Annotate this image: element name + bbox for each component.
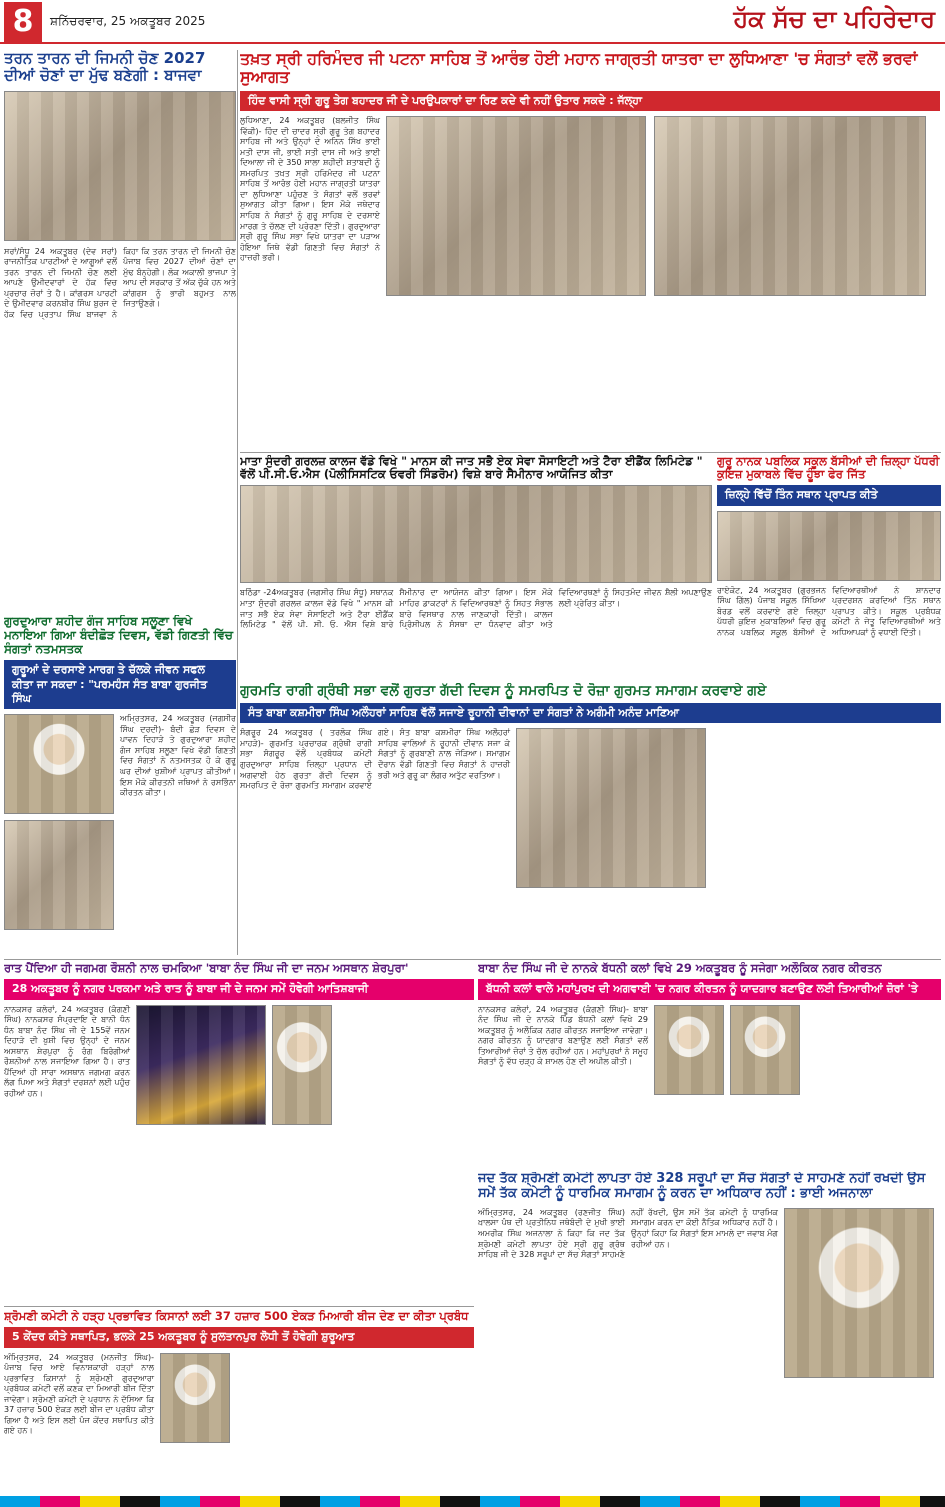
person-photo — [4, 714, 114, 814]
article-body: ਅੰਮ੍ਰਿਤਸਰ, 24 ਅਕਤੂਬਰ (ਮਨਜੀਤ ਸਿੰਘ)- ਪੰਜਾਬ ਵਿਚ ਆਏ ਵਿਨਾਸ਼ਕਾਰੀ ਹੜ੍ਹਾਂ ਨਾਲ ਪ੍ਰਭਾਵਿਤ ਕਿਸਾਨਾਂ ਨੂੰ ਸ਼੍ਰੋਮਣੀ ਗੁਰਦੁਆਰਾ ਪ੍ਰਬੰਧਕ ਕਮੇਟੀ ਵਲੋਂ ਕਣਕ ਦਾ ਮਿਆਰੀ ਬੀਜ ਦਿੱਤਾ ਜਾਵੇਗਾ। ਸ਼੍ਰੋਮਣੀ ਕਮੇਟੀ ਦੇ ਪ੍ਰਧਾਨ ਨੇ ਦੱਸਿਆ ਕਿ 37 ਹਜ਼ਾਰ 500 ਏਕੜ ਲਈ ਬੀਜ ਦਾ ਪ੍ਰਬੰਧ ਕੀਤਾ ਗਿਆ ਹੈ ਅਤੇ ਇਸ ਲਈ ਪੰਜ ਕੇਂਦਰ ਸਥਾਪਿਤ ਕੀਤੇ ਗਏ ਹਨ। — [4, 1352, 154, 1436]
article-body: ਰਾਏਕੋਟ, 24 ਅਕਤੂਬਰ (ਗੁਰਭਜਨ ਸਿੰਘ ਗਿੱਲ) ਪੰਜਾਬ ਸਕੂਲ ਸਿੱਖਿਆ ਬੋਰਡ ਵਲੋਂ ਕਰਵਾਏ ਗਏ ਜ਼ਿਲ੍ਹਾ ਪੱਧਰੀ ਕੁਇਜ਼ ਮੁਕਾਬਲਿਆਂ ਵਿਚ ਗੁਰੂ ਨਾਨਕ ਪਬਲਿਕ ਸਕੂਲ ਬੱਸੀਆਂ ਦੇ ਵਿਦਿਆਰਥੀਆਂ ਨੇ ਸ਼ਾਨਦਾਰ ਪ੍ਰਦਰਸ਼ਨ ਕਰਦਿਆਂ ਤਿੰਨ ਸਥਾਨ ਪ੍ਰਾਪਤ ਕੀਤੇ। ਸਕੂਲ ਪ੍ਰਬੰਧਕ ਕਮੇਟੀ ਨੇ ਜੇਤੂ ਵਿਦਿਆਰਥੀਆਂ ਅਤੇ ਅਧਿਆਪਕਾਂ ਨੂੰ ਵਧਾਈ ਦਿੱਤੀ। — [717, 585, 941, 637]
row-divider — [4, 959, 941, 960]
headline: ਰਾਤ ਪੈਂਦਿਆ ਹੀ ਜਗਮਗ ਰੌਸ਼ਨੀ ਨਾਲ ਚਮਕਿਆ 'ਬਾਬਾ ਨੰਦ ਸਿੰਘ ਜੀ ਦਾ ਜਨਮ ਅਸਥਾਨ ਸ਼ੇਰਪੁਰਾ' — [4, 962, 409, 975]
headline: ਤਰਨ ਤਾਰਨ ਦੀ ਜਿਮਨੀ ਚੋਣ 2027 ਦੀਆਂ ਚੋਣਾਂ ਦਾ ਮੁੱਢ ਬਣੇਗੀ : ਬਾਜਵਾ — [4, 50, 206, 85]
article-body: ਲੁਧਿਆਣਾ, 24 ਅਕਤੂਬਰ (ਬਲਜੀਤ ਸਿੰਘ ਵਿੱਕੀ)- ਹਿੰਦ ਦੀ ਚਾਦਰ ਸ੍ਰੀ ਗੁਰੂ ਤੇਗ ਬਹਾਦਰ ਸਾਹਿਬ ਜੀ ਅਤੇ ਉਨ੍ਹਾਂ ਦੇ ਅਨਿਨ ਸਿੱਖ ਭਾਈ ਮਤੀ ਦਾਸ ਜੀ, ਭਾਈ ਸਤੀ ਦਾਸ ਜੀ ਅਤੇ ਭਾਈ ਦਿਆਲਾ ਜੀ ਦੇ 350 ਸਾਲਾ ਸ਼ਹੀਦੀ ਸ਼ਤਾਬਦੀ ਨੂੰ ਸਮਰਪਿਤ ਤਖ਼ਤ ਸ੍ਰੀ ਹਰਿਮੰਦਰ ਜੀ ਪਟਨਾ ਸਾਹਿਬ ਤੋਂ ਆਰੰਭ ਹੋਈ ਮਹਾਨ ਜਾਗ੍ਰਤੀ ਯਾਤਰਾ ਦਾ ਲੁਧਿਆਣਾ ਪਹੁੰਚਣ ਤੇ ਸੰਗਤਾਂ ਵਲੋਂ ਭਰਵਾਂ ਸੁਆਗਤ ਕੀਤਾ ਗਿਆ। ਇਸ ਮੌਕੇ ਜਥੇਦਾਰ ਸਾਹਿਬ ਨੇ ਸੰਗਤਾਂ ਨੂੰ ਗੁਰੂ ਸਾਹਿਬ ਦੇ ਦਰਸਾਏ ਮਾਰਗ ਤੇ ਚੱਲਣ ਦੀ ਪ੍ਰੇਰਣਾ ਦਿੱਤੀ। ਗੁਰਦੁਆਰਾ ਸ੍ਰੀ ਗੁਰੂ ਸਿੰਘ ਸਭਾ ਵਿਖੇ ਯਾਤਰਾ ਦਾ ਪੜਾਅ ਹੋਇਆ ਜਿਥੇ ਵੱਡੀ ਗਿਣਤੀ ਵਿਚ ਸੰਗਤਾਂ ਨੇ ਹਾਜ਼ਰੀ ਭਰੀ। — [240, 116, 380, 263]
article-body-continued — [712, 728, 935, 928]
headline: ਸ਼੍ਰੋਮਣੀ ਕਮੇਟੀ ਨੇ ਹੜ੍ਹ ਪ੍ਰਭਾਵਿਤ ਕਿਸਾਨਾਂ ਲਈ 37 ਹਜ਼ਾਰ 500 ਏਕੜ ਮਿਆਰੀ ਬੀਜ ਦੇਣ ਦਾ ਕੀਤਾ ਪ੍ਰਬੰਧ — [4, 1310, 469, 1323]
page-number: 8 — [4, 2, 42, 42]
article-photo — [386, 116, 646, 296]
article-photo — [4, 91, 236, 241]
headline: ਗੁਰੂ ਨਾਨਕ ਪਬਲਿਕ ਸਕੂਲ ਬੱਸੀਆਂ ਦੀ ਜ਼ਿਲ੍ਹਾ ਪੱਧਰੀ ਕੁਇਜ਼ ਮੁਕਾਬਲੇ ਵਿੱਚ ਹੂੰਝਾ ਫੇਰ ਜਿੱਤ — [717, 455, 940, 482]
headline: ਤਖ਼ਤ ਸ੍ਰੀ ਹਰਿਮੰਦਰ ਜੀ ਪਟਨਾ ਸਾਹਿਬ ਤੋਂ ਆਰੰਭ ਹੋਈ ਮਹਾਨ ਜਾਗ੍ਰਤੀ ਯਾਤਰਾ ਦਾ ਲੁਧਿਆਣਾ 'ਚ ਸੰਗਤਾਂ ਵਲੋਂ ਭਰਵਾਂ ਸੁਆਗਤ — [240, 50, 918, 87]
article-baba-nand-badhni — [478, 962, 941, 1167]
sub-headline: 28 ਅਕਤੂਬਰ ਨੂੰ ਨਗਰ ਪਰਕਮਾ ਅਤੇ ਰਾਤ ਨੂੰ ਬਾਬਾ ਜੀ ਦੇ ਜਨਮ ਸਮੇਂ ਹੋਵੇਗੀ ਆਤਿਸ਼ਬਾਜੀ — [4, 979, 474, 999]
article-sgpc-seeds — [4, 1310, 474, 1492]
headline: ਬਾਬਾ ਨੰਦ ਸਿੰਘ ਜੀ ਦੇ ਨਾਨਕੇ ਬੱਧਨੀ ਕਲਾਂ ਵਿਖੇ 29 ਅਕਤੂਬਰ ਨੂੰ ਸਜੇਗਾ ਅਲੌਕਿਕ ਨਗਰ ਕੀਰਤਨ — [478, 962, 882, 975]
article-photo — [136, 1005, 266, 1125]
article-photo — [717, 511, 941, 581]
article-guru-nanak-school — [717, 455, 941, 675]
newspaper-logo: ਹੱਕ ਸੱਚ ਦਾ ਪਹਿਰੇਦਾਰ — [733, 4, 935, 33]
sub-headline: ਜ਼ਿਲ੍ਹੇ ਵਿੱਚੋਂ ਤਿੰਨ ਸਥਾਨ ਪ੍ਰਾਪਤ ਕੀਤੇ — [717, 485, 941, 505]
article-gurmat-ragi — [240, 683, 941, 958]
headline: ਗੁਰਦੁਆਰਾ ਸ਼ਹੀਦ ਗੰਜ ਸਾਹਿਬ ਸਲੂਣਾ ਵਿਖੇ ਮਨਾਇਆ ਗਿਆ ਬੰਦੀਛੋੜ ਦਿਵਸ, ਵੱਡੀ ਗਿਣਤੀ ਵਿੱਚ ਸੰਗਤਾਂ ਨਤਮਸਤਕ — [4, 615, 233, 656]
article-tarn-taran — [4, 50, 236, 610]
masthead — [0, 0, 945, 44]
article-gurdwara-shaheed — [4, 615, 236, 945]
sub-headline: ਬੱਧਨੀ ਕਲਾਂ ਵਾਲੇ ਮਹਾਂਪੁਰਖ ਦੀ ਅਗਵਾਈ 'ਚ ਨਗਰ ਕੀਰਤਨ ਨੂੰ ਯਾਦਗਾਰ ਬਣਾਉਣ ਲਈ ਤਿਆਰੀਆਂ ਜ਼ੋਰਾਂ 'ਤੇ — [478, 979, 941, 999]
sub-headline: ਗੁਰੂਆਂ ਦੇ ਦਰਸਾਏ ਮਾਰਗ ਤੇ ਚੱਲਕੇ ਜੀਵਨ ਸਫਲ ਕੀਤਾ ਜਾ ਸਕਦਾ : "ਪਰਮਹੰਸ ਸੰਤ ਬਾਬਾ ਗੁਰਜੀਤ ਸਿੰਘ — [4, 660, 236, 709]
article-body: ਅਮ੍ਰਿਤਸਰ, 24 ਅਕਤੂਬਰ (ਜਗਸੀਰ ਸਿੰਘ ਦਰਦੀ)- ਬੰਦੀ ਛੋੜ ਦਿਵਸ ਦੇ ਪਾਵਨ ਦਿਹਾੜੇ ਤੇ ਗੁਰਦੁਆਰਾ ਸ਼ਹੀਦ ਗੰਜ ਸਾਹਿਬ ਸਲੂਣਾ ਵਿਖੇ ਵੱਡੀ ਗਿਣਤੀ ਵਿਚ ਸੰਗਤਾਂ ਨੇ ਨਤਮਸਤਕ ਹੋ ਕੇ ਗੁਰੂ ਘਰ ਦੀਆਂ ਖੁਸ਼ੀਆਂ ਪ੍ਰਾਪਤ ਕੀਤੀਆਂ। ਇਸ ਮੌਕੇ ਕੀਰਤਨੀ ਜਥਿਆਂ ਨੇ ਰਸਭਿੰਨਾ ਕੀਰਤਨ ਕੀਤਾ। — [120, 714, 236, 798]
issue-date: ਸ਼ਨਿੱਚਰਵਾਰ, 25 ਅਕਤੂਬਰ 2025 — [50, 14, 206, 28]
row-divider — [4, 1306, 474, 1307]
headline: ਗੁਰਮਤਿ ਰਾਗੀ ਗ੍ਰੰਥੀ ਸਭਾ ਵਲੋਂ ਗੁਰਤਾ ਗੱਦੀ ਦਿਵਸ ਨੂੰ ਸਮਰਪਿਤ ਦੋ ਰੋਜ਼ਾ ਗੁਰਮਤ ਸਮਾਗਮ ਕਰਵਾਏ ਗਏ — [240, 683, 767, 699]
person-photo — [272, 1005, 332, 1125]
column-divider — [237, 50, 238, 955]
article-body: ਨਾਨਕਸਰ ਕਲੇਰਾਂ, 24 ਅਕਤੂਬਰ (ਕੰਗਣੀ ਸਿੰਘ) ਨਾਨਕਸਰ ਸੰਪ੍ਰਦਾਇ ਦੇ ਬਾਨੀ ਧੰਨ ਧੰਨ ਬਾਬਾ ਨੰਦ ਸਿੰਘ ਜੀ ਦੇ 155ਵੇਂ ਜਨਮ ਦਿਹਾੜੇ ਦੀ ਖੁਸ਼ੀ ਵਿਚ ਉਨ੍ਹਾਂ ਦੇ ਜਨਮ ਅਸਥਾਨ ਸ਼ੇਰਪੁਰਾ ਨੂੰ ਰੰਗ ਬਿਰੰਗੀਆਂ ਰੌਸ਼ਨੀਆਂ ਨਾਲ ਸਜਾਇਆ ਗਿਆ ਹੈ। ਰਾਤ ਪੈਂਦਿਆਂ ਹੀ ਸਾਰਾ ਅਸਥਾਨ ਜਗਮਗ ਕਰਨ ਲੱਗ ਪਿਆ ਅਤੇ ਸੰਗਤਾਂ ਦਰਸ਼ਨਾਂ ਲਈ ਪਹੁੰਚ ਰਹੀਆਂ ਹਨ। — [4, 1004, 130, 1098]
article-body-continued — [236, 1353, 466, 1483]
person-photo — [784, 1208, 934, 1378]
sub-headline: 5 ਕੇਂਦਰ ਕੀਤੇ ਸਥਾਪਿਤ, ਭਲਕੇ 25 ਅਕਤੂਬਰ ਨੂੰ ਸੁਲਤਾਨਪੁਰ ਲੋਧੀ ਤੋਂ ਹੋਵੇਗੀ ਸ਼ੁਰੂਆਤ — [4, 1327, 474, 1347]
article-body-continued — [806, 1005, 936, 1155]
article-photo — [240, 485, 712, 583]
article-body: ਅੰਮ੍ਰਿਤਸਰ, 24 ਅਕਤੂਬਰ (ਰਣਜੀਤ ਸਿੰਘ) ਖ਼ਾਲਸਾ ਪੰਥ ਦੀ ਪ੍ਰਤੀਨਿਧ ਜਥੇਬੰਦੀ ਦੇ ਮੁਖੀ ਭਾਈ ਅਮਰੀਕ ਸਿੰਘ ਅਜਨਾਲਾ ਨੇ ਕਿਹਾ ਕਿ ਜਦ ਤੱਕ ਸ਼੍ਰੋਮਣੀ ਕਮੇਟੀ ਲਾਪਤਾ ਹੋਏ ਸ੍ਰੀ ਗੁਰੂ ਗ੍ਰੰਥ ਸਾਹਿਬ ਜੀ ਦੇ 328 ਸਰੂਪਾਂ ਦਾ ਸੱਚ ਸੰਗਤਾਂ ਸਾਹਮਣੇ ਨਹੀਂ ਰੱਖਦੀ, ਉਸ ਸਮੇਂ ਤੱਕ ਕਮੇਟੀ ਨੂੰ ਧਾਰਮਿਕ ਸਮਾਗਮ ਕਰਨ ਦਾ ਕੋਈ ਨੈਤਿਕ ਅਧਿਕਾਰ ਨਹੀਂ ਹੈ। ਉਨ੍ਹਾਂ ਕਿਹਾ ਕਿ ਸੰਗਤਾਂ ਇਸ ਮਾਮਲੇ ਦਾ ਜਵਾਬ ਮੰਗ ਰਹੀਆਂ ਹਨ। — [478, 1207, 778, 1260]
article-ajnala — [478, 1172, 941, 1492]
person-photo — [730, 1005, 800, 1095]
headline: ਜਦ ਤੱਕ ਸ਼੍ਰੋਮਣੀ ਕਮੇਟੀ ਲਾਪਤਾ ਹੋਏ 328 ਸਰੂਪਾਂ ਦਾ ਸੱਚ ਸੰਗਤਾਂ ਦੇ ਸਾਹਮਣੇ ਨਹੀਂ ਰਖਦੀ ਉਸ ਸਮੇਂ ਤੱਕ ਕਮੇਟੀ ਨੂੰ ਧਾਰਮਿਕ ਸਮਾਗਮ ਨੂੰ ਕਰਨ ਦਾ ਅਧਿਕਾਰ ਨਹੀਂ : ਭਾਈ ਅਜਨਾਲਾ — [478, 1172, 926, 1201]
row-divider — [240, 452, 941, 453]
article-body: ਨਾਨਕਸਰ ਕਲੇਰਾਂ, 24 ਅਕਤੂਬਰ (ਕੰਗਣੀ ਸਿੰਘ)- ਬਾਬਾ ਨੰਦ ਸਿੰਘ ਜੀ ਦੇ ਨਾਨਕੇ ਪਿੰਡ ਬੱਧਨੀ ਕਲਾਂ ਵਿਖੇ 29 ਅਕਤੂਬਰ ਨੂੰ ਅਲੌਕਿਕ ਨਗਰ ਕੀਰਤਨ ਸਜਾਇਆ ਜਾਵੇਗਾ। ਨਗਰ ਕੀਰਤਨ ਨੂੰ ਯਾਦਗਾਰ ਬਣਾਉਣ ਲਈ ਸੰਗਤਾਂ ਵਲੋਂ ਤਿਆਰੀਆਂ ਜ਼ੋਰਾਂ ਤੇ ਚੱਲ ਰਹੀਆਂ ਹਨ। ਮਹਾਂਪੁਰਖਾਂ ਨੇ ਸਮੂਹ ਸੰਗਤਾਂ ਨੂੰ ਵੱਧ ਚੜ੍ਹ ਕੇ ਸ਼ਾਮਲ ਹੋਣ ਦੀ ਅਪੀਲ ਕੀਤੀ। — [478, 1004, 648, 1067]
person-photo — [654, 1005, 724, 1095]
sub-headline: ਹਿੰਦ ਵਾਸੀ ਸ੍ਰੀ ਗੁਰੂ ਤੇਗ ਬਹਾਦਰ ਜੀ ਦੇ ਪਰਉਪਕਾਰਾਂ ਦਾ ਰਿਣ ਕਦੇ ਵੀ ਨਹੀਂ ਉਤਾਰ ਸਕਦੇ : ਜੱਲ੍ਹਾ — [240, 91, 940, 111]
article-body-continued — [338, 1005, 468, 1165]
print-registration-bar — [0, 1496, 945, 1507]
article-photo — [4, 820, 114, 930]
article-mata-sundri — [240, 455, 712, 675]
article-baba-nand-sherpura — [4, 962, 474, 1167]
article-body: ਸਰਾਂ/ਸੰਧੂ 24 ਅਕਤੂਬਰ (ਦੇਵ ਸਰਾਂ) ਰਾਜਨੀਤਿਕ ਪਾਰਟੀਆਂ ਦੇ ਆਗੂਆਂ ਵਲੋਂ ਤਰਨ ਤਾਰਨ ਦੀ ਜਿਮਨੀ ਚੋਣ ਲਈ ਆਪਣੇ ਉਮੀਦਵਾਰਾਂ ਦੇ ਹੱਕ ਵਿਚ ਪ੍ਰਚਾਰ ਜ਼ੋਰਾਂ ਤੇ ਹੈ। ਕਾਂਗਰਸ ਪਾਰਟੀ ਦੇ ਉਮੀਦਵਾਰ ਕਰਨਬੀਰ ਸਿੰਘ ਬੁਰਜ ਦੇ ਹੱਕ ਵਿਚ ਪ੍ਰਤਾਪ ਸਿੰਘ ਬਾਜਵਾ ਨੇ ਕਿਹਾ ਕਿ ਤਰਨ ਤਾਰਨ ਦੀ ਜਿਮਨੀ ਚੋਣ ਪੰਜਾਬ ਵਿਚ 2027 ਦੀਆਂ ਚੋਣਾਂ ਦਾ ਮੁੱਢ ਬੰਨ੍ਹੇਗੀ। ਲੋਕ ਅਕਾਲੀ ਭਾਜਪਾ ਤੇ ਆਪ ਦੀ ਸਰਕਾਰ ਤੋਂ ਅੱਕ ਚੁੱਕੇ ਹਨ ਅਤੇ ਕਾਂਗਰਸ ਨੂੰ ਭਾਰੀ ਬਹੁਮਤ ਨਾਲ ਜਿਤਾਉਣਗੇ। — [4, 246, 236, 319]
article-photo — [654, 116, 926, 296]
article-takhat — [240, 50, 940, 450]
article-body: ਸੰਗਰੂਰ 24 ਅਕਤੂਬਰ ( ਤਰਲੋਕ ਸਿੰਘ ਮਾਹੜੇ)- ਗੁਰਮਤਿ ਪ੍ਰਚਾਰਕ ਗ੍ਰੰਥੀ ਰਾਗੀ ਸਭਾ ਸੰਗਰੂਰ ਵੱਲੋਂ ਪ੍ਰਬੰਧਕ ਕਮੇਟੀ ਗੁਰਦੁਆਰਾ ਸਾਹਿਬ ਜ਼ਿਲ੍ਹਾ ਪ੍ਰਧਾਨ ਦੀ ਅਗਵਾਈ ਹੇਠ ਗੁਰਤਾ ਗੱਦੀ ਦਿਵਸ ਨੂੰ ਸਮਰਪਿਤ ਦੋ ਰੋਜ਼ਾ ਗੁਰਮਤਿ ਸਮਾਗਮ ਕਰਵਾਏ ਗਏ। ਸੰਤ ਬਾਬਾ ਕਸ਼ਮੀਰਾ ਸਿੰਘ ਅਲੌਹਰਾਂ ਸਾਹਿਬ ਵਾਲਿਆਂ ਨੇ ਰੂਹਾਨੀ ਦੀਵਾਨ ਸਜਾ ਕੇ ਸੰਗਤਾਂ ਨੂੰ ਗੁਰਬਾਣੀ ਨਾਲ ਜੋੜਿਆ। ਸਮਾਗਮ ਦੌਰਾਨ ਵੱਡੀ ਗਿਣਤੀ ਵਿਚ ਸੰਗਤਾਂ ਨੇ ਹਾਜ਼ਰੀ ਭਰੀ ਅਤੇ ਗੁਰੂ ਕਾ ਲੰਗਰ ਅਤੁੱਟ ਵਰਤਿਆ। — [240, 728, 510, 791]
headline: ਮਾਤਾ ਸੁੰਦਰੀ ਗਰਲਜ਼ ਕਾਲਜ ਵੱਡੇ ਵਿਖੇ " ਮਾਨਸ ਕੀ ਜਾਤ ਸਭੈ ਏਕ ਸੇਵਾ ਸੋਸਾਇਟੀ ਅਤੇ ਟੈਰਾ ਈਡੈਂਕ ਲਿਮਿਟੇਡ " ਵੱਲੋਂ ਪੀ.ਸੀ.ਓ.ਐਸ (ਪੋਲੀਸਿਸਟਿਕ ਓਵਰੀ ਸਿੰਡਰੋਮ) ਵਿਸ਼ੇ ਬਾਰੇ ਸੈਮੀਨਾਰ ਆਯੋਜਿਤ ਕੀਤਾ — [240, 455, 703, 482]
article-body: ਬਠਿੰਡਾ -24ਅਕਤੂਬਰ (ਜਗਸੀਰ ਸਿੰਘ ਸੰਧੂ) ਸਥਾਨਕ ਮਾਤਾ ਸੁੰਦਰੀ ਗਰਲਜ਼ ਕਾਲਜ ਵੱਡੇ ਵਿਖੇ " ਮਾਨਸ ਕੀ ਜਾਤ ਸਭੈ ਏਕ ਸੇਵਾ ਸੋਸਾਇਟੀ ਅਤੇ ਟੈਰਾ ਈਡੈਂਕ ਲਿਮਿਟੇਡ " ਵੱਲੋਂ ਪੀ. ਸੀ. ਓ. ਐਸ ਵਿਸ਼ੇ ਬਾਰੇ ਸੈਮੀਨਾਰ ਦਾ ਆਯੋਜਨ ਕੀਤਾ ਗਿਆ। ਇਸ ਮੌਕੇ ਮਾਹਿਰ ਡਾਕਟਰਾਂ ਨੇ ਵਿਦਿਆਰਥਣਾਂ ਨੂੰ ਸਿਹਤ ਸੰਭਾਲ ਬਾਰੇ ਵਿਸਥਾਰ ਨਾਲ ਜਾਣਕਾਰੀ ਦਿੱਤੀ। ਕਾਲਜ ਪ੍ਰਿੰਸੀਪਲ ਨੇ ਸੰਸਥਾ ਦਾ ਧੰਨਵਾਦ ਕੀਤਾ ਅਤੇ ਵਿਦਿਆਰਥਣਾਂ ਨੂੰ ਸਿਹਤਮੰਦ ਜੀਵਨ ਸ਼ੈਲੀ ਅਪਣਾਉਣ ਲਈ ਪ੍ਰੇਰਿਤ ਕੀਤਾ। — [240, 588, 712, 630]
article-photo — [516, 728, 706, 888]
person-photo — [160, 1353, 230, 1443]
sub-headline: ਸੰਤ ਬਾਬਾ ਕਸ਼ਮੀਰਾ ਸਿੰਘ ਅਲੌਹਰਾਂ ਸਾਹਿਬ ਵੱਲੋਂ ਸਜਾਏ ਰੂਹਾਨੀ ਦੀਵਾਨਾਂ ਦਾ ਸੰਗਤਾਂ ਨੇ ਅਗੰਮੀ ਅਨੰਦ ਮਾਣਿਆ — [240, 703, 941, 723]
